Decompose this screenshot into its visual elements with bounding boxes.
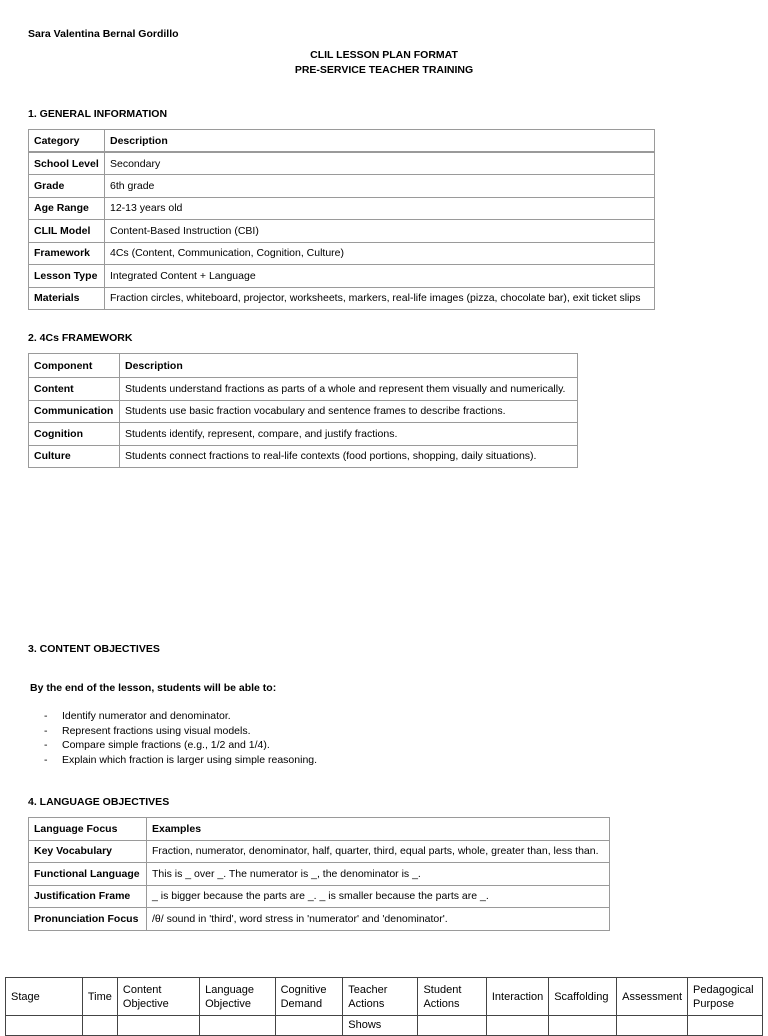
table-row [29, 885, 610, 908]
list-item-text: Explain which fraction is larger using simple reasoning. [62, 753, 318, 766]
row-value: Content-Based Instruction (CBI) [105, 220, 655, 243]
lesson-stages-table [5, 977, 763, 1036]
row-label: Functional Language [29, 863, 147, 886]
table-row [6, 1016, 763, 1036]
header-cell: Category [29, 130, 105, 153]
row-value: Students identify, represent, compare, and justify fractions. [120, 423, 578, 446]
row-label: Culture [29, 445, 120, 468]
row-label: Pronunciation Focus [29, 908, 147, 931]
header-cell: Component [29, 354, 120, 378]
author-name: Sara Valentina Bernal Gordillo [28, 28, 179, 40]
row-label: School Level [29, 152, 105, 175]
row-value: /θ/ sound in 'third', word stress in 'numerator' and 'denominator'. [147, 908, 610, 931]
table-row [29, 400, 578, 423]
table-row [29, 863, 610, 886]
table-row [29, 445, 578, 468]
table-cell [486, 1016, 548, 1036]
row-label: Age Range [29, 197, 105, 220]
row-value: This is _ over _. The numerator is _, the denominator is _. [147, 863, 610, 886]
row-label: Framework [29, 242, 105, 265]
header-cell: Language Objective [200, 978, 276, 1016]
table-cell [418, 1016, 486, 1036]
row-value: Students connect fractions to real-life contexts (food portions, shopping, daily situations). [120, 445, 578, 468]
header-cell: Description [120, 354, 578, 378]
row-value: Fraction, numerator, denominator, half, quarter, third, equal parts, whole, greater than, less than. [147, 840, 610, 863]
table-cell: Shows [343, 1016, 418, 1036]
row-label: Grade [29, 175, 105, 198]
header-cell: Examples [147, 818, 610, 841]
table-row [29, 423, 578, 446]
table-header-row [29, 818, 610, 841]
header-cell: Teacher Actions [343, 978, 418, 1016]
content-objectives-list [44, 709, 317, 767]
row-label: Key Vocabulary [29, 840, 147, 863]
table-cell [117, 1016, 199, 1036]
list-item-text: Represent fractions using visual models. [62, 724, 251, 737]
table-cell [688, 1016, 763, 1036]
row-value: 4Cs (Content, Communication, Cognition, Culture) [105, 242, 655, 265]
header-cell: Pedagogical Purpose [688, 978, 763, 1016]
list-item-text: Compare simple fractions (e.g., 1/2 and 1/4). [62, 739, 270, 751]
table-row [29, 265, 655, 288]
doc-title: CLIL LESSON PLAN FORMAT [310, 49, 458, 61]
table-row [29, 175, 655, 198]
row-value: _ is bigger because the parts are _. _ is smaller because the parts are _. [147, 885, 610, 908]
fourcs-table [28, 353, 578, 468]
doc-subtitle: PRE-SERVICE TEACHER TRAINING [294, 64, 474, 76]
header-cell: Interaction [486, 978, 548, 1016]
row-label: Content [29, 378, 120, 401]
section-heading-4cs: 2. 4Cs FRAMEWORK [28, 332, 133, 344]
header-cell: Description [105, 130, 655, 153]
header-cell: Language Focus [29, 818, 147, 841]
row-value: 6th grade [105, 175, 655, 198]
table-row [29, 197, 655, 220]
row-label: Justification Frame [29, 885, 147, 908]
row-label: Lesson Type [29, 265, 105, 288]
header-cell: Time [82, 978, 117, 1016]
table-cell [6, 1016, 83, 1036]
section-heading-content: 3. CONTENT OBJECTIVES [28, 643, 160, 655]
table-cell [82, 1016, 117, 1036]
table-cell [200, 1016, 276, 1036]
table-row [29, 287, 655, 310]
language-objectives-table [28, 817, 610, 931]
row-value: Students understand fractions as parts of a whole and represent them visually and numerically. [120, 378, 578, 401]
table-row [29, 242, 655, 265]
row-value: Fraction circles, whiteboard, projector, worksheets, markers, real-life images (pizza, chocolate bar), exit ticket slips [105, 287, 655, 310]
list-item: - Compare simple fractions (e.g., 1/2 and 1/4). [44, 739, 270, 751]
section-heading-general: 1. GENERAL INFORMATION [28, 108, 168, 120]
table-row [29, 840, 610, 863]
table-header-row [6, 978, 763, 1016]
objectives-intro: By the end of the lesson, students will be able to: [30, 682, 277, 694]
header-cell: Assessment [617, 978, 688, 1016]
row-value: 12-13 years old [105, 197, 655, 220]
row-value: Students use basic fraction vocabulary and sentence frames to describe fractions. [120, 400, 578, 423]
table-cell [549, 1016, 617, 1036]
list-item: - Represent fractions using visual models. [44, 724, 251, 737]
list-item: - Explain which fraction is larger using simple reasoning. [44, 753, 318, 766]
header-cell: Cognitive Demand [275, 978, 343, 1016]
general-info-table [28, 129, 655, 310]
row-value: Secondary [105, 152, 655, 175]
header-cell: Student Actions [418, 978, 486, 1016]
table-cell [617, 1016, 688, 1036]
table-row [29, 220, 655, 243]
section-heading-language: 4. LANGUAGE OBJECTIVES [28, 796, 170, 808]
header-cell: Stage [6, 978, 83, 1016]
table-row [29, 908, 610, 931]
header-cell: Content Objective [117, 978, 199, 1016]
row-label: Communication [29, 400, 120, 423]
row-value: Integrated Content + Language [105, 265, 655, 288]
row-label: Materials [29, 287, 105, 310]
row-label: CLIL Model [29, 220, 105, 243]
table-cell [275, 1016, 343, 1036]
list-item-text: Identify numerator and denominator. [62, 710, 231, 722]
table-row [29, 152, 655, 175]
table-header-row [29, 354, 578, 378]
row-label: Cognition [29, 423, 120, 446]
table-row [29, 378, 578, 401]
list-item: - Identify numerator and denominator. [44, 710, 231, 722]
header-cell: Scaffolding [549, 978, 617, 1016]
table-header-row [29, 130, 655, 153]
